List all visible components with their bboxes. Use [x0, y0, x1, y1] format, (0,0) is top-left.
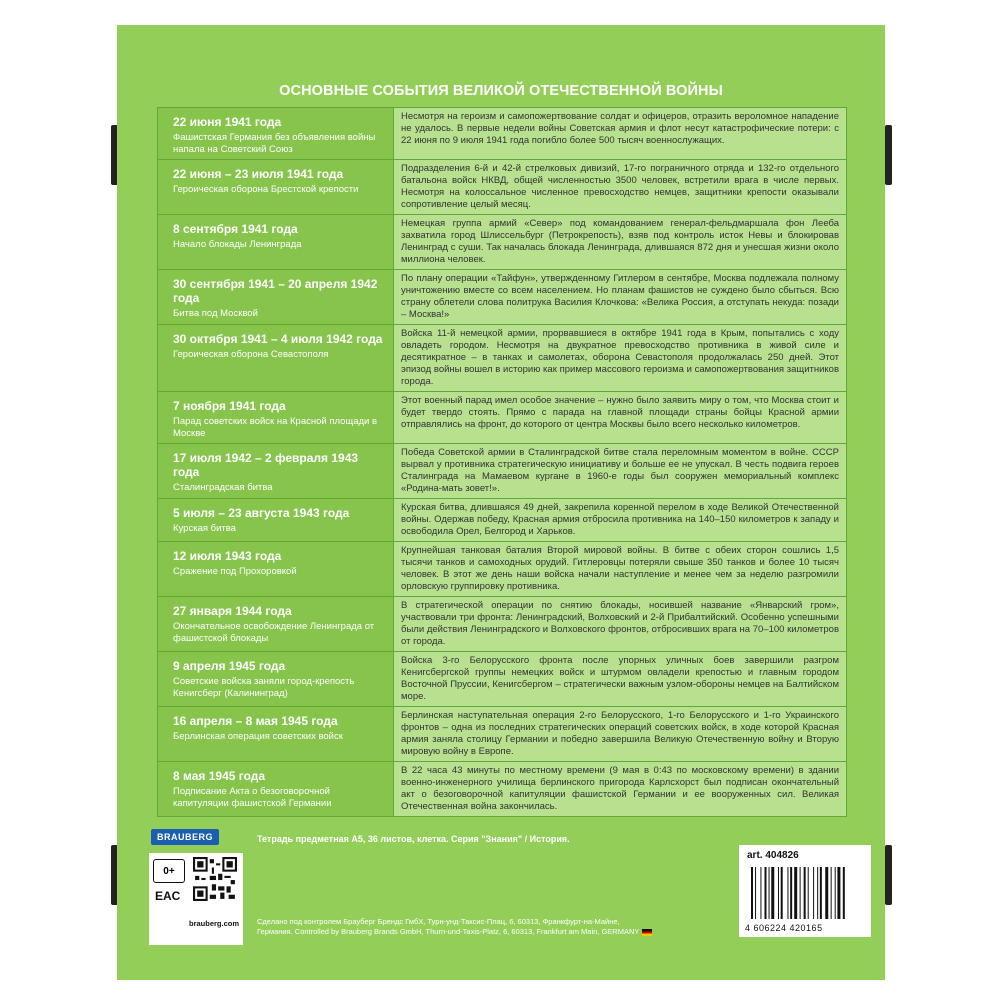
event-row	[157, 214, 847, 269]
event-description: По плану операции «Тайфун», утвержденному Гитлером в сентябре, Москва подлежала полному уничтожению вместе со всем населением. Но планам фашистов не суждено было сбыться. Всю страну облетели слова политрука Василия Клочкова: «Велика Россия, а отступать некуда: позади – Москва!»	[394, 270, 846, 324]
event-name: Начало блокады Ленинграда	[173, 239, 302, 250]
event-row	[157, 706, 847, 761]
event-date: 7 ноября 1941 года	[173, 399, 286, 413]
event-row	[157, 596, 847, 651]
event-date: 30 сентября 1941 – 20 апреля 1942 года	[173, 277, 378, 305]
event-date: 9 апреля 1945 года	[173, 659, 286, 673]
manufacturer-text: Сделано под контролем Брауберг Брендс ГмбХ, Турн-унд-Таксис-Плац, 6, 60313, Франкфурт-на-Майне, Германия. Controlled by Brauberg Brands GmbH, Thurn-und-Taxis-Platz, 6, 60313, Frankfurt am Main, GERMANY	[257, 917, 640, 936]
article-label	[739, 845, 871, 937]
event-date: 16 апреля – 8 мая 1945 года	[173, 714, 338, 728]
event-description: Немецкая группа армий «Север» под командованием генерал-фельдмаршала фон Лееба захватила город Шлиссельбург (Петрокрепость), взяв под контроль исток Невы и блокировав Ленинград с суши. Так началась блокада Ленинграда, длившаяся 872 дня и унесшая жизни около миллиона человек.	[394, 215, 846, 269]
event-row	[157, 443, 847, 498]
event-date: 22 июня – 23 июля 1941 года	[173, 167, 344, 181]
events-table	[157, 107, 847, 817]
event-date: 27 января 1944 года	[173, 604, 292, 618]
event-name: Битва под Москвой	[173, 308, 258, 319]
event-name: Сталинградская битва	[173, 482, 273, 493]
event-name: Фашистская Германия без объявления войны напала на Советский Союз	[173, 132, 376, 155]
brand-logo: BRAUBERG	[151, 829, 219, 845]
event-date: 22 июня 1941 года	[173, 115, 282, 129]
event-description: Крупнейшая танковая баталия Второй мировой войны. В битве с обеих сторон сошлись 1,5 тысячи танков и самоходных орудий. Гитлеровцы потеряли свыше 350 танков и более 10 тысяч человек. В этот же день наши войска начали наступление и менее чем за неделю разгромили орловскую группировку противника.	[394, 542, 846, 596]
event-description: Подразделения 6-й и 42-й стрелковых дивизий, 17-го пограничного отряда и 132-го отдельного батальона войск НКВД, общей численностью 3500 человек, встретили врага в числе первых. Несмотря на колоссальное численное превосходство немцев, защитники крепости оказывали сопротивление целый месяц.	[394, 160, 846, 214]
event-heading-cell	[158, 444, 394, 498]
event-heading-cell	[158, 652, 394, 706]
germany-flag-icon	[642, 929, 652, 936]
event-description: Несмотря на героизм и самопожертвование солдат и офицеров, отразить вероломное нападение не удалось. В первые недели войны Советская армия и флот несут катастрофические потери: с 22 июня по 9 июля 1941 года погибло более 500 тысяч военнослужащих.	[394, 108, 846, 159]
event-date: 30 октября 1941 – 4 июля 1942 года	[173, 332, 383, 346]
barcode-icon	[749, 867, 861, 919]
event-heading-cell	[158, 707, 394, 761]
event-name: Советские войска заняли город-крепость Кенигсберг (Калининград)	[173, 676, 355, 699]
event-name: Окончательное освобождение Ленинграда от фашистской блокады	[173, 621, 375, 644]
event-date: 5 июля – 23 августа 1943 года	[173, 506, 350, 520]
event-name: Героическая оборона Севастополя	[173, 349, 329, 360]
binder-clip	[885, 845, 892, 905]
barcode-number: 4 606224 420165	[745, 923, 823, 933]
event-row	[157, 541, 847, 596]
event-description: Курская битва, длившаяся 49 дней, закрепила коренной перелом в ходе Великой Отечественной войны. Одержав победу, Красная армия отбросила противника на 140–150 километров к западу и освободила Орел, Белгород и Харьков.	[394, 499, 846, 541]
website-label: brauberg.com	[189, 919, 240, 928]
event-row	[157, 391, 847, 443]
event-name: Курская битва	[173, 523, 236, 534]
event-row	[157, 651, 847, 706]
event-heading-cell	[158, 762, 394, 816]
event-heading-cell	[158, 108, 394, 159]
page-title: ОСНОВНЫЕ СОБЫТИЯ ВЕЛИКОЙ ОТЕЧЕСТВЕННОЙ ВОЙНЫ	[279, 83, 723, 99]
event-description: Этот военный парад имел особое значение – нужно было заявить миру о том, что Москва стоит и будет твердо стоять. Прямо с парада на главной площади страны бойцы Красной армии отправлялись на фронт, до которого от центра Москвы было всего несколько километров.	[394, 392, 846, 443]
event-date: 17 июля 1942 – 2 февраля 1943 года	[173, 451, 359, 479]
event-description: Берлинская наступательная операция 2-го Белорусского, 1-го Белорусского и 1-го Украинского фронтов – одна из последних стратегических операций советских войск, в ходе которой Красная армия заняла столицу Германии и победно завершила Великую Отечественную войну и Вторую мировую войну в Европе.	[394, 707, 846, 761]
event-date: 8 сентября 1941 года	[173, 222, 298, 236]
event-name: Сражение под Прохоровкой	[173, 566, 297, 577]
event-heading-cell	[158, 597, 394, 651]
event-name: Парад советских войск на Красной площади в Москве	[173, 416, 378, 439]
event-heading-cell	[158, 542, 394, 596]
qr-code-icon	[193, 857, 237, 901]
event-date: 12 июля 1943 года	[173, 549, 282, 563]
event-row	[157, 498, 847, 541]
event-heading-cell	[158, 270, 394, 324]
event-description: Войска 11-й немецкой армии, прорвавшиеся в октябре 1941 года в Крым, попытались с ходу овладеть городом. Несмотря на двукратное превосходство противника в живой силе и десятикратное – в танках и самолетах, оборона Севастополя продолжалась 250 дней. Этот эпизод войны вошел в историю как пример массового героизма и самопожертвования защитников города.	[394, 325, 846, 391]
event-description: В 22 часа 43 минуты по местному времени (9 мая в 0:43 по московскому времени) в здании военно-инженерного училища берлинского пригорода Карлсхорст был подписан окончательный акт о безоговорочной капитуляции фашистской Германии и ее вооруженных сил. Великая Отечественная война закончилась.	[394, 762, 846, 816]
product-series: Тетрадь предметная А5, 36 листов, клетка. Серия "Знания" / История.	[257, 834, 570, 844]
event-date: 8 мая 1945 года	[173, 769, 266, 783]
event-heading-cell	[158, 160, 394, 214]
event-description: Победа Советской армии в Сталинградской битве стала переломным моментом в войне. СССР вырвал у противника стратегическую инициативу и больше ее не упускал. В честь подвига героев Сталинграда на Мамаевом кургане в 1960-е годы был сооружен мемориальный комплекс «Родина-мать зовет!».	[394, 444, 846, 498]
event-row	[157, 159, 847, 214]
event-heading-cell	[158, 499, 394, 541]
eac-mark: EAC	[155, 889, 181, 903]
certification-box	[149, 853, 243, 945]
binder-clip	[885, 125, 892, 185]
manufacturer-info	[257, 917, 657, 937]
event-row	[157, 761, 847, 817]
event-row	[157, 107, 847, 159]
event-row	[157, 324, 847, 391]
event-heading-cell	[158, 325, 394, 391]
notebook-back-cover	[117, 25, 885, 980]
event-row	[157, 269, 847, 324]
event-heading-cell	[158, 215, 394, 269]
event-name: Героическая оборона Брестской крепости	[173, 184, 359, 195]
event-description: В стратегической операции по снятию блокады, носившей название «Январский гром», участвовали три фронта: Ленинградский, Волховский и 2-й Прибалтийский. Особенно успешными были действия Ленинградского и Волховского фронтов, отбросивших врага на 70–100 километров от города.	[394, 597, 846, 651]
event-description: Войска 3-го Белорусского фронта после упорных уличных боев завершили разгром Кенигсбергской группы немецких войск и штурмом овладели крепостью и главным городом Восточной Пруссии, Кенигсбергом – стратегически важным узлом-обороны немцев на Балтийском море.	[394, 652, 846, 706]
event-name: Берлинская операция советских войск	[173, 731, 343, 742]
age-rating-badge: 0+	[153, 859, 185, 883]
event-heading-cell	[158, 392, 394, 443]
event-name: Подписание Акта о безоговорочной капитуляции фашистской Германии	[173, 786, 332, 809]
article-number: art. 404826	[747, 850, 799, 861]
